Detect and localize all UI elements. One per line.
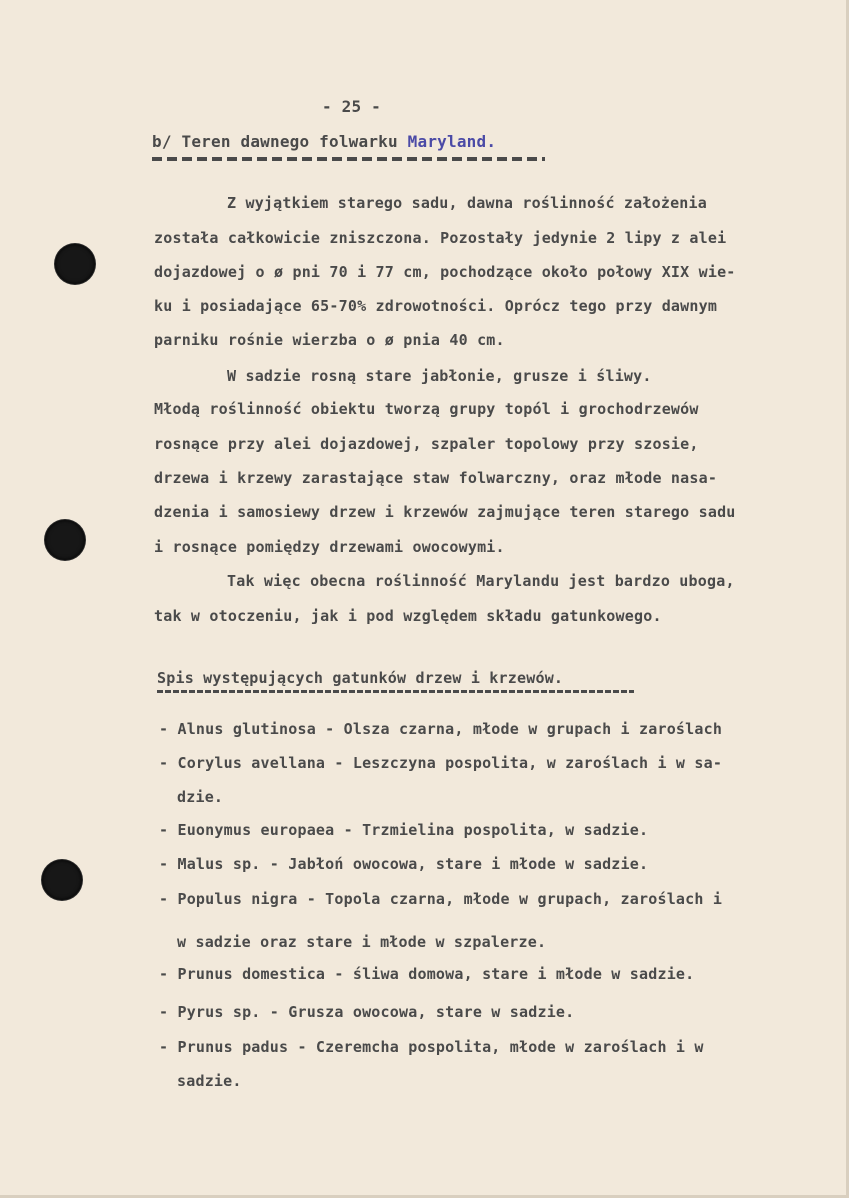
section-heading-underline	[152, 157, 545, 161]
page-number: - 25 -	[322, 97, 381, 116]
section-heading-emphasis: Maryland.	[407, 132, 497, 151]
paragraph-2-line-2: Młodą roślinność obiektu tworzą grupy topól i grochodrzewów	[154, 400, 699, 418]
species-item-1-line-1: - Alnus glutinosa - Olsza czarna, młode w grupach i zaroślach	[159, 720, 723, 738]
species-item-5-line-2: w sadzie oraz stare i młode w szpalerze.	[177, 933, 547, 951]
punch-hole-top	[55, 244, 95, 284]
species-item-4-line-1: - Malus sp. - Jabłoń owocowa, stare i młode w sadzie.	[159, 855, 649, 873]
species-item-5-line-1: - Populus nigra - Topola czarna, młode w grupach, zaroślach i	[159, 890, 723, 908]
species-item-2-line-1: - Corylus avellana - Leszczyna pospolita, w zaroślach i w sa-	[159, 754, 723, 772]
species-heading: Spis występujących gatunków drzew i krzewów.	[157, 669, 564, 687]
species-item-2-line-2: dzie.	[177, 788, 224, 806]
species-item-8-line-1: - Prunus padus - Czeremcha pospolita, młode w zaroślach i w	[159, 1038, 704, 1056]
paragraph-1-line-5: parniku rośnie wierzba o ø pnia 40 cm.	[154, 331, 505, 349]
section-heading	[152, 134, 496, 150]
paragraph-1-line-2: została całkowicie zniszczona. Pozostały jedynie 2 lipy z alei	[154, 229, 727, 247]
paragraph-1-line-1: Z wyjątkiem starego sadu, dawna roślinność założenia	[227, 194, 707, 212]
punch-hole-middle	[45, 520, 85, 560]
paragraph-2-line-4: drzewa i krzewy zarastające staw folwarczny, oraz młode nasa-	[154, 469, 718, 487]
species-item-3-line-1: - Euonymus europaea - Trzmielina pospolita, w sadzie.	[159, 821, 649, 839]
species-item-8-line-2: sadzie.	[177, 1072, 242, 1090]
paragraph-2-line-1: W sadzie rosną stare jabłonie, grusze i śliwy.	[227, 367, 652, 385]
paragraph-2-line-3: rosnące przy alei dojazdowej, szpaler topolowy przy szosie,	[154, 435, 699, 453]
paragraph-1-line-4: ku i posiadające 65-70% zdrowotności. Oprócz tego przy dawnym	[154, 297, 718, 315]
paragraph-3-line-2: tak w otoczeniu, jak i pod względem składu gatunkowego.	[154, 607, 662, 625]
paragraph-2-line-6: i rosnące pomiędzy drzewami owocowymi.	[154, 538, 505, 556]
punch-hole-bottom	[42, 860, 82, 900]
paragraph-3-line-1: Tak więc obecna roślinność Marylandu jest bardzo uboga,	[227, 572, 735, 590]
paragraph-2-line-5: dzenia i samosiewy drzew i krzewów zajmujące teren starego sadu	[154, 503, 736, 521]
species-item-7-line-1: - Pyrus sp. - Grusza owocowa, stare w sadzie.	[159, 1003, 575, 1021]
species-heading-underline	[157, 690, 634, 693]
species-item-6-line-1: - Prunus domestica - śliwa domowa, stare i młode w sadzie.	[159, 965, 695, 983]
section-heading-prefix: b/ Teren dawnego folwarku	[152, 132, 408, 151]
paragraph-1-line-3: dojazdowej o ø pni 70 i 77 cm, pochodzące około połowy XIX wie-	[154, 263, 736, 281]
